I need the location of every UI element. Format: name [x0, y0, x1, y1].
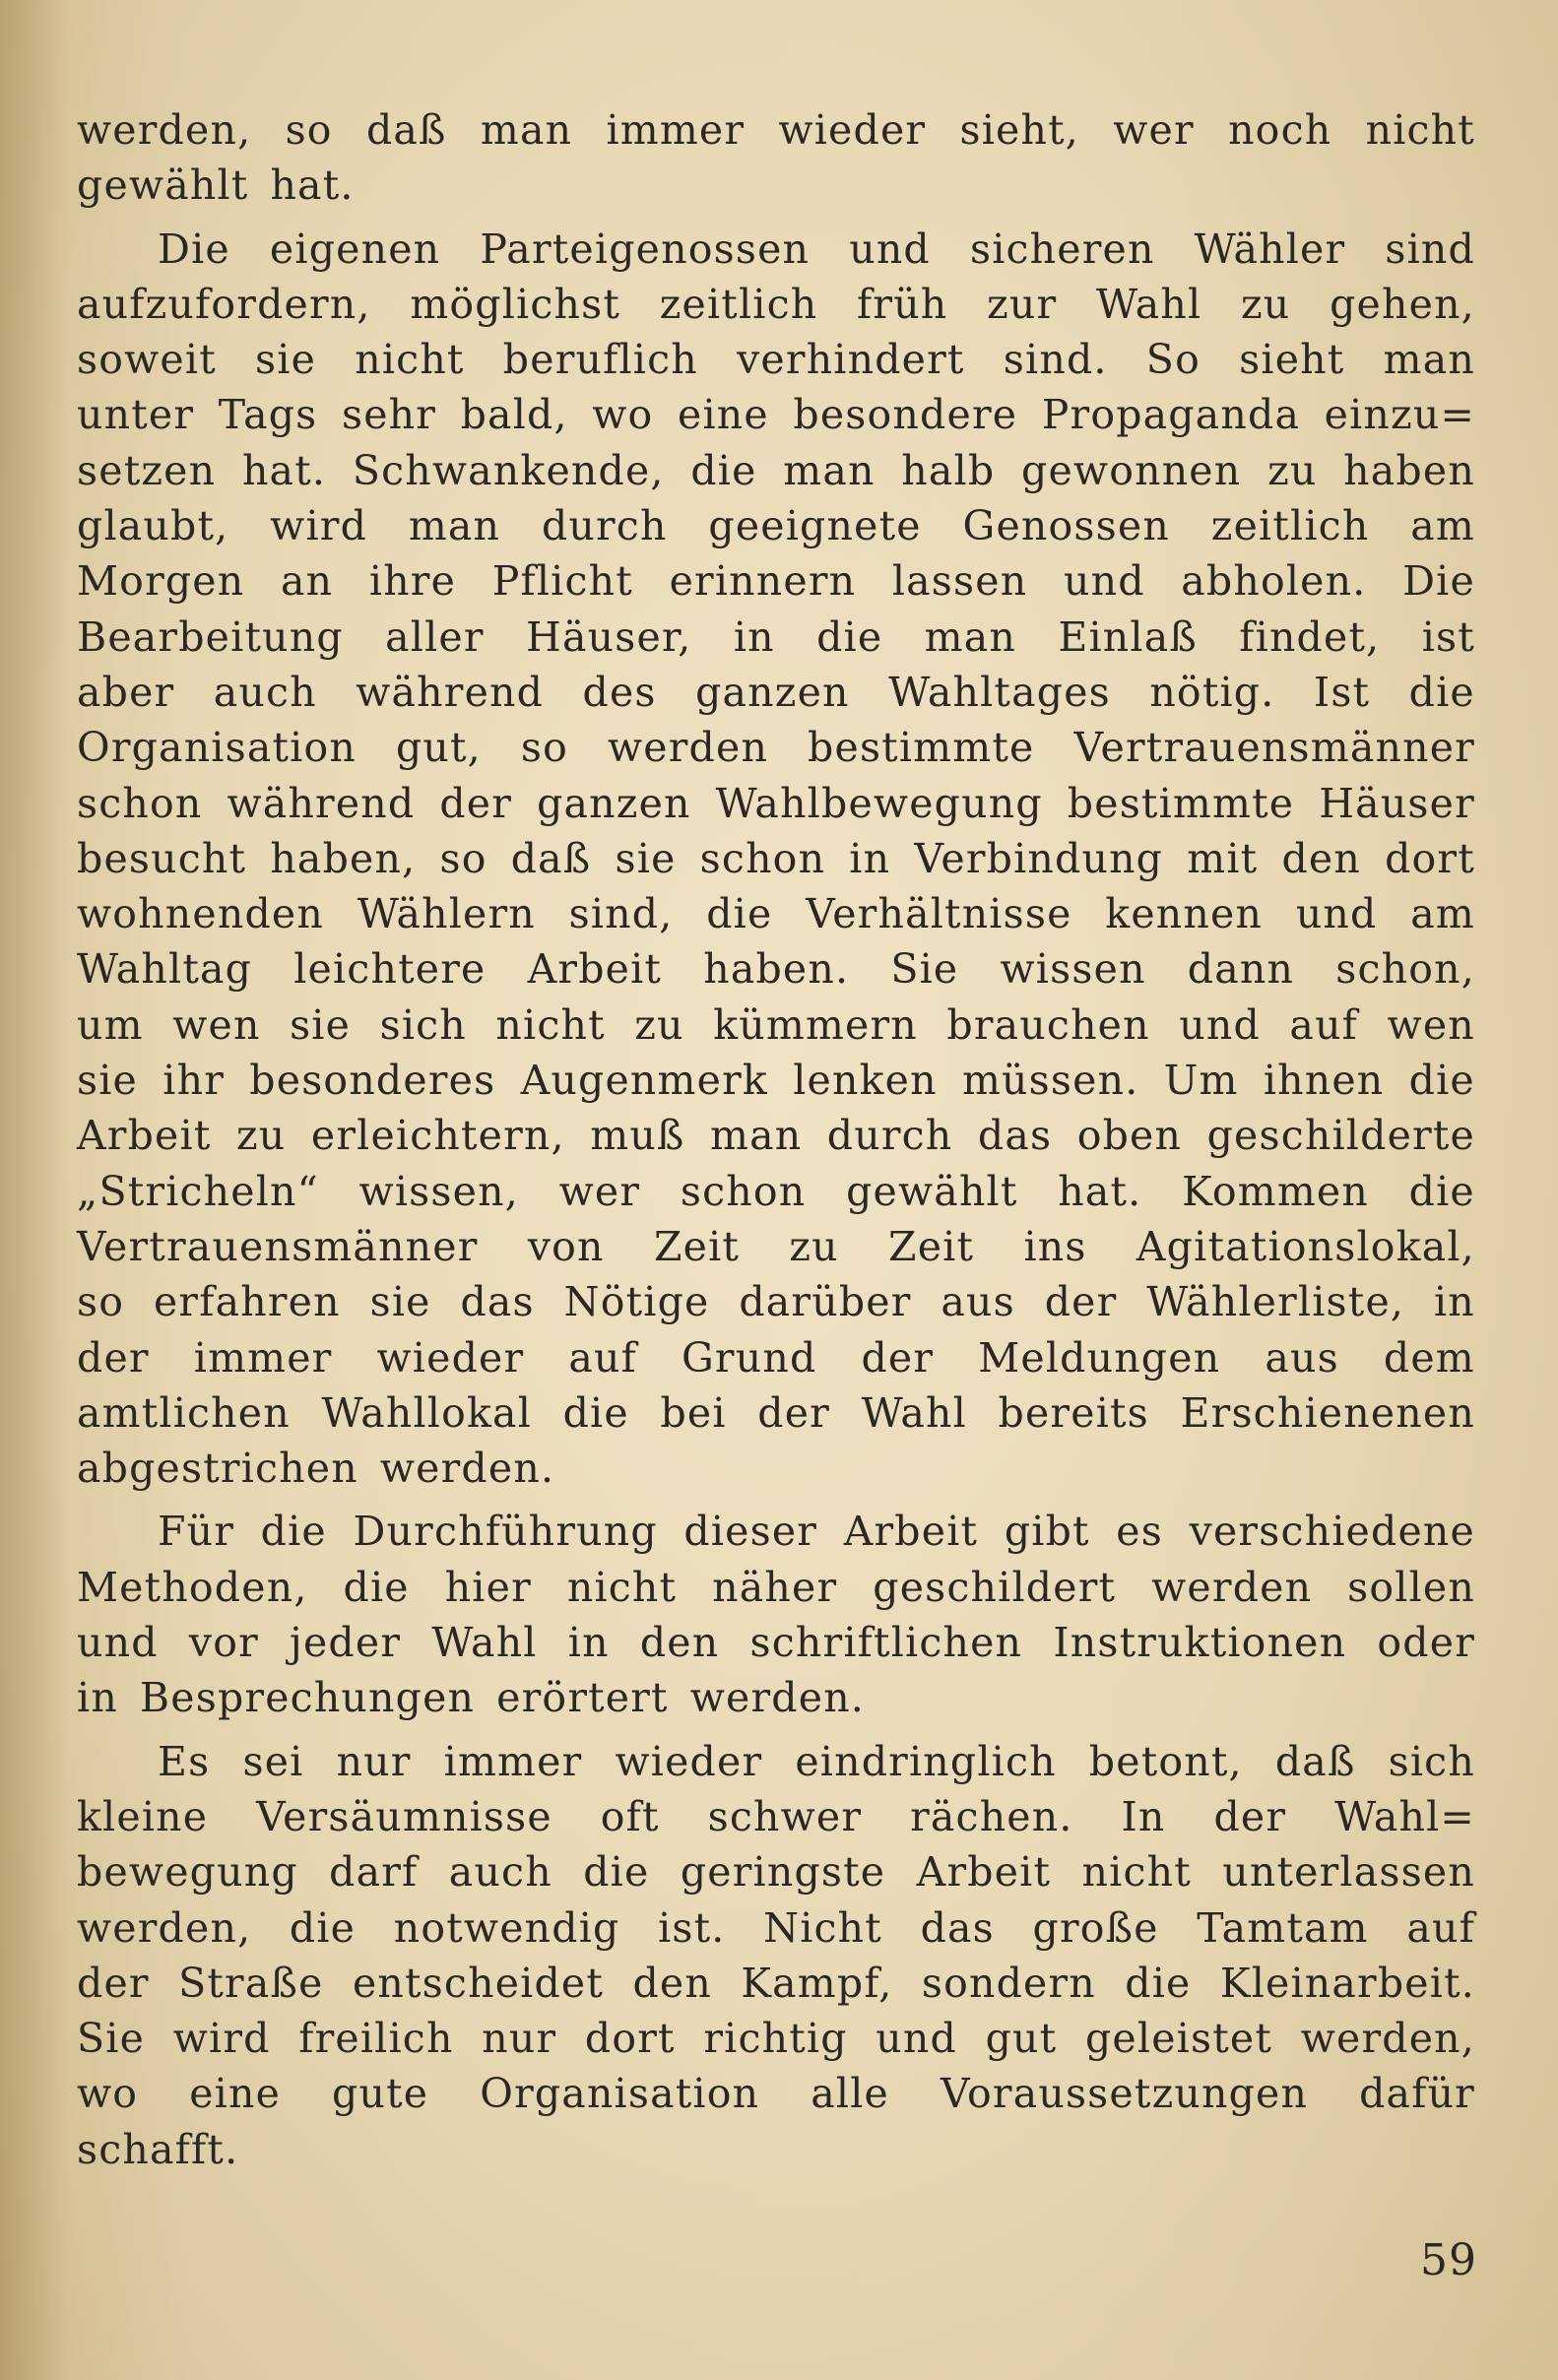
text-line: sie ihr besonderes Augenmerk lenken müssen. Um ihnen die: [77, 1057, 1475, 1105]
text-line: in Besprechungen erörtert werden.: [77, 1674, 866, 1722]
text-line: Es sei nur immer wieder eindringlich betont, daß sich: [158, 1737, 1475, 1785]
text-line: und vor jeder Wahl in den schriftlichen Instruktionen oder: [77, 1619, 1475, 1667]
body-text: [77, 102, 1475, 2177]
text-line: kleine Versäumnisse oft schwer rächen. In der Wahl=: [77, 1792, 1475, 1840]
text-line: aufzufordern, möglichst zeitlich früh zur Wahl zu gehen,: [77, 280, 1475, 328]
text-line: Bearbeitung aller Häuser, in die man Einlaß findet, ist: [77, 612, 1475, 661]
text-line: der Straße entscheidet den Kampf, sondern die Kleinarbeit.: [77, 1959, 1475, 2007]
text-line: wohnenden Wählern sind, die Verhältnisse kennen und am: [77, 890, 1475, 938]
paragraph: [77, 1734, 1475, 2177]
text-line: glaubt, wird man durch geeignete Genossen zeitlich am: [77, 502, 1475, 550]
text-line: Morgen an ihre Pflicht erinnern lassen und abholen. Die: [77, 557, 1475, 606]
text-line: Wahltag leichtere Arbeit haben. Sie wissen dann schon,: [77, 945, 1475, 994]
text-line: schon während der ganzen Wahlbewegung bestimmte Häuser: [77, 779, 1475, 827]
text-line: amtlichen Wahllokal die bei der Wahl bereits Erschienenen: [77, 1388, 1475, 1437]
page-number: 59: [1420, 2235, 1477, 2285]
text-line: unter Tags sehr bald, wo eine besondere Propaganda einzu=: [77, 391, 1475, 439]
text-line: „Stricheln“ wissen, wer schon gewählt hat. Kommen die: [77, 1167, 1475, 1215]
text-line: bewegung darf auch die geringste Arbeit nicht unterlassen: [77, 1848, 1475, 1897]
text-line: so erfahren sie das Nötige darüber aus der Wählerliste, in: [77, 1278, 1475, 1326]
text-line: der immer wieder auf Grund der Meldungen aus dem: [77, 1333, 1475, 1382]
text-line: aber auch während des ganzen Wahltages nötig. Ist die: [77, 668, 1475, 716]
text-line: Für die Durchführung dieser Arbeit gibt es verschiedene: [158, 1508, 1475, 1556]
text-line: Organisation gut, so werden bestimmte Vertrauensmänner: [77, 724, 1475, 772]
text-line: wo eine gute Organisation alle Voraussetzungen dafür: [77, 2070, 1475, 2118]
text-line: soweit sie nicht beruflich verhindert sind. So sieht man: [77, 336, 1475, 384]
text-line: besucht haben, so daß sie schon in Verbindung mit den dort: [77, 834, 1475, 882]
text-line: Arbeit zu erleichtern, muß man durch das oben geschilderte: [77, 1112, 1475, 1160]
text-line: abgestrichen werden.: [77, 1445, 555, 1493]
text-line: Die eigenen Parteigenossen und sicheren Wähler sind: [158, 225, 1475, 273]
text-line: werden, so daß man immer wieder sieht, wer noch nicht: [77, 106, 1475, 154]
text-line: Methoden, die hier nicht näher geschildert werden sollen: [77, 1563, 1475, 1611]
text-line: gewählt hat.: [77, 161, 355, 210]
text-line: Sie wird freilich nur dort richtig und gut geleistet werden,: [77, 2015, 1475, 2063]
text-line: schafft.: [77, 2125, 239, 2173]
paragraph: [77, 102, 1475, 214]
text-line: werden, die notwendig ist. Nicht das große Tamtam auf: [77, 1903, 1475, 1952]
paragraph: [77, 222, 1475, 1497]
paragraph: [77, 1504, 1475, 1725]
text-line: setzen hat. Schwankende, die man halb gewonnen zu haben: [77, 446, 1475, 494]
text-line: um wen sie sich nicht zu kümmern brauchen und auf wen: [77, 1000, 1475, 1049]
text-line: Vertrauensmänner von Zeit zu Zeit ins Agitationslokal,: [77, 1222, 1475, 1270]
